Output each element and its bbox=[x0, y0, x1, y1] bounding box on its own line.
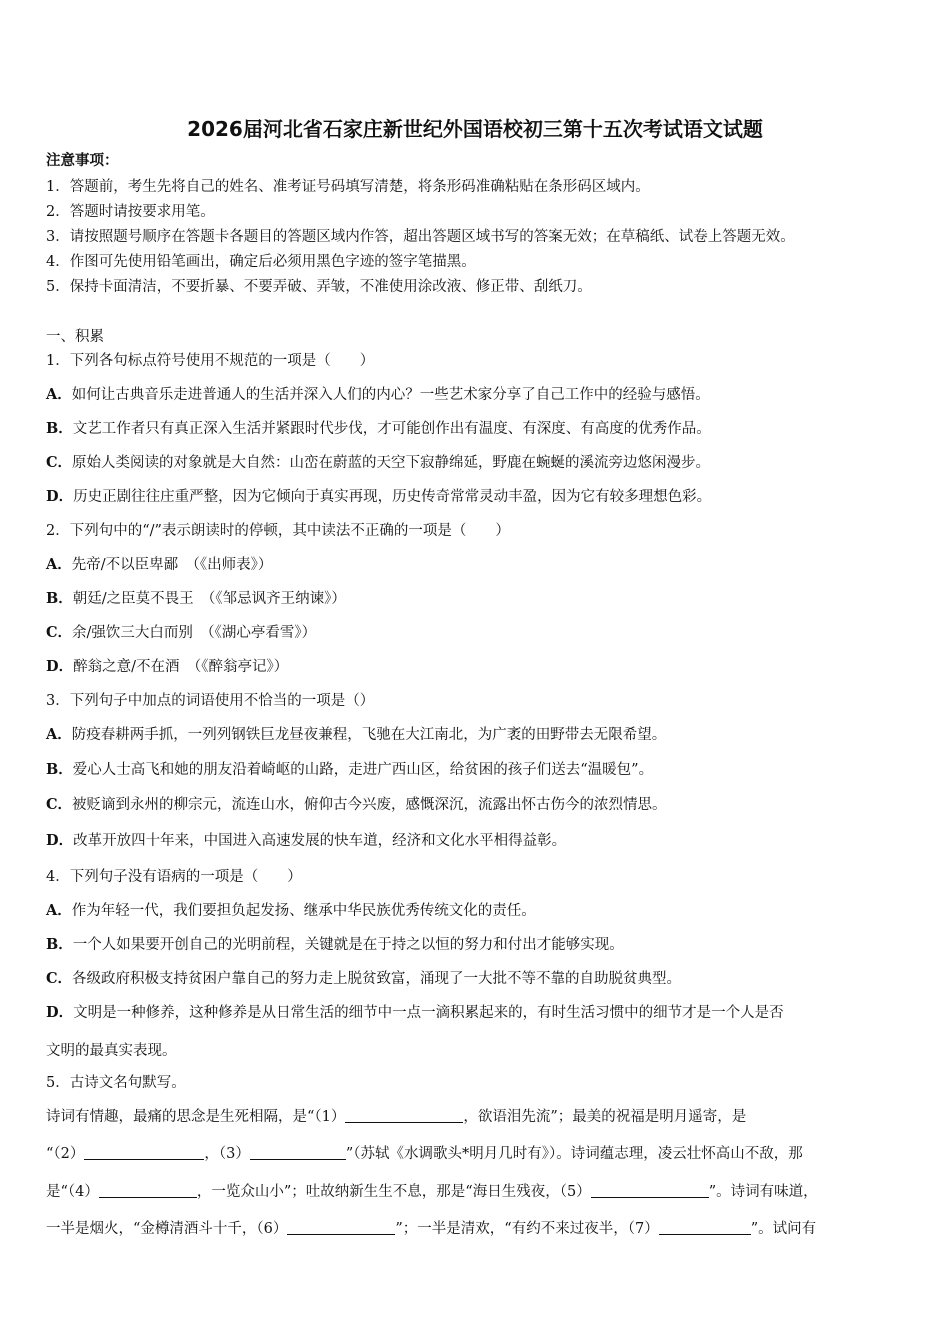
q1-option-d bbox=[46, 488, 711, 506]
q5-line-3 bbox=[46, 1183, 818, 1201]
q2-stem: 2．下列句中的“/”表示朗读时的停顿，其中读法不正确的一项是（ ） bbox=[46, 523, 510, 539]
q5-text: ，一览众山小”；吐故纳新生生不息，那是“海日生残夜，（5） bbox=[196, 1184, 591, 1200]
blank-1[interactable] bbox=[345, 1108, 463, 1123]
q4-option-d-cont: 文明的最真实表现。 bbox=[46, 1043, 177, 1059]
blank-4[interactable] bbox=[99, 1183, 197, 1198]
option-label: B． bbox=[46, 761, 73, 778]
q1-stem: 1．下列各句标点符号使用不规范的一项是（ ） bbox=[46, 353, 375, 369]
option-label: A． bbox=[46, 902, 72, 919]
q5-stem: 5．古诗文名句默写。 bbox=[46, 1075, 186, 1091]
notice-item-4: 4．作图可先使用铅笔画出，确定后必须用黑色字迹的签字笔描黑。 bbox=[46, 254, 476, 270]
option-label: A． bbox=[46, 556, 72, 573]
q2-option-b bbox=[46, 590, 346, 608]
option-label: D． bbox=[46, 1004, 74, 1021]
q5-text: 是“（4） bbox=[46, 1184, 99, 1200]
q5-text: ”；一半是清欢，“有约不来过夜半，（7） bbox=[395, 1221, 659, 1237]
option-text: 被贬谪到永州的柳宗元，流连山水，俯仰古今兴废，感慨深沉，流露出怀古伤今的浓烈情思。 bbox=[72, 797, 667, 813]
notice-heading: 注意事项： bbox=[46, 152, 119, 169]
option-label: D． bbox=[46, 832, 74, 849]
q5-text: “（2） bbox=[46, 1146, 85, 1162]
option-text: 改革开放四十年来，中国进入高速发展的快车道，经济和文化水平相得益彰。 bbox=[73, 833, 567, 849]
option-text: 一个人如果要开创自己的光明前程，关键就是在于持之以恒的努力和付出才能够实现。 bbox=[72, 937, 624, 953]
option-text: 醉翁之意/不在酒 （《醉翁亭记》） bbox=[73, 659, 289, 675]
q1-option-c bbox=[46, 454, 710, 472]
q5-text: 一半是烟火，“金樽清酒斗十千，（6） bbox=[46, 1221, 288, 1237]
option-text: 朝廷/之臣莫不畏王 （《邹忌讽齐王纳谏》） bbox=[72, 591, 346, 607]
option-label: B． bbox=[46, 936, 73, 953]
q5-text: ”（苏轼《水调歌头*明月几时有》）。诗词蕴志理，凌云壮怀高山不敌，那 bbox=[345, 1146, 803, 1162]
notice-item-1: 1．答题前，考生先将自己的姓名、准考证号码填写清楚，将条形码准确粘贴在条形码区域内。 bbox=[46, 179, 650, 195]
notice-item-3: 3．请按照题号顺序在答题卡各题目的答题区域内作答，超出答题区域书写的答案无效；在草稿纸、试卷上答题无效。 bbox=[46, 229, 795, 245]
q1-option-b bbox=[46, 420, 711, 438]
blank-3[interactable] bbox=[250, 1145, 346, 1160]
blank-5[interactable] bbox=[591, 1183, 709, 1198]
option-text: 原始人类阅读的对象就是大自然：山峦在蔚蓝的天空下寂静绵延，野鹿在蜿蜒的溪流旁边悠闲漫步。 bbox=[72, 455, 711, 471]
q4-option-b bbox=[46, 936, 624, 954]
option-text: 文明是一种修养，这种修养是从日常生活的细节中一点一滴积累起来的，有时生活习惯中的细节才是一个人是否 bbox=[73, 1005, 784, 1021]
option-text: 防疫春耕两手抓，一列列钢铁巨龙昼夜兼程，飞驰在大江南北，为广袤的田野带去无限希望。 bbox=[71, 727, 667, 743]
q5-text: ，（3） bbox=[204, 1146, 250, 1162]
option-label: B． bbox=[46, 590, 73, 607]
q3-stem: 3．下列句子中加点的词语使用不恰当的一项是（） bbox=[46, 693, 375, 709]
q4-option-a bbox=[46, 902, 536, 920]
blank-7[interactable] bbox=[659, 1220, 751, 1235]
q5-text: ”。诗词有味道， bbox=[708, 1184, 818, 1200]
q2-option-d bbox=[46, 658, 288, 676]
q4-option-c bbox=[46, 970, 681, 988]
q3-option-b bbox=[46, 761, 653, 779]
blank-6[interactable] bbox=[287, 1220, 395, 1235]
blank-2[interactable] bbox=[84, 1145, 204, 1160]
section-heading: 一、积累 bbox=[46, 329, 104, 345]
option-text: 作为年轻一代，我们要担负起发扬、继承中华民族优秀传统文化的责任。 bbox=[71, 903, 536, 919]
option-label: C． bbox=[46, 454, 73, 471]
q4-option-d bbox=[46, 1004, 784, 1022]
option-label: D． bbox=[46, 658, 74, 675]
q5-text: ”。试问有 bbox=[750, 1221, 817, 1237]
q5-line-2 bbox=[46, 1145, 803, 1163]
option-label: B． bbox=[46, 420, 73, 437]
option-text: 余/强饮三大白而别 （《湖心亭看雪》） bbox=[72, 625, 317, 641]
q4-stem: 4．下列句子没有语病的一项是（ ） bbox=[46, 869, 302, 885]
notice-item-5: 5．保持卡面清洁，不要折暴、不要弄破、弄皱，不准使用涂改液、修正带、刮纸刀。 bbox=[46, 279, 592, 295]
q3-option-d bbox=[46, 832, 566, 850]
q5-text: 诗词有情趣，最痛的思念是生死相隔，是“（1） bbox=[46, 1109, 346, 1125]
q3-option-c bbox=[46, 796, 667, 814]
option-text: 文艺工作者只有真正深入生活并紧跟时代步伐，才可能创作出有温度、有深度、有高度的优秀作品。 bbox=[72, 421, 711, 437]
page-title: 2026届河北省石家庄新世纪外国语校初三第十五次考试语文试题 bbox=[187, 117, 763, 141]
option-label: D． bbox=[46, 488, 74, 505]
q5-text: ，欲语泪先流”；最美的祝福是明月遥寄，是 bbox=[463, 1109, 747, 1125]
option-text: 先帝/不以臣卑鄙 （《出师表》） bbox=[71, 557, 273, 573]
option-label: C． bbox=[46, 624, 73, 641]
option-label: A． bbox=[46, 386, 72, 403]
q1-option-a bbox=[46, 386, 710, 404]
option-text: 各级政府积极支持贫困户靠自己的努力走上脱贫致富，涌现了一大批不等不靠的自助脱贫典型。 bbox=[72, 971, 682, 987]
q2-option-c bbox=[46, 624, 316, 642]
q2-option-a bbox=[46, 556, 272, 574]
option-label: C． bbox=[46, 796, 73, 813]
option-label: C． bbox=[46, 970, 73, 987]
q5-line-1 bbox=[46, 1108, 746, 1126]
notice-item-2: 2．答题时请按要求用笔。 bbox=[46, 204, 215, 220]
option-label: A． bbox=[46, 726, 72, 743]
option-text: 爱心人士高飞和她的朋友沿着崎岖的山路，走进广西山区，给贫困的孩子们送去“温暖包”。 bbox=[72, 762, 654, 778]
q5-line-4 bbox=[46, 1220, 816, 1238]
option-text: 历史正剧往往庄重严整，因为它倾向于真实再现，历史传奇常常灵动丰盈，因为它有较多理想色彩。 bbox=[73, 489, 712, 505]
q3-option-a bbox=[46, 726, 666, 744]
option-text: 如何让古典音乐走进普通人的生活并深入人们的内心？一些艺术家分享了自己工作中的经验与感悟。 bbox=[71, 387, 710, 403]
